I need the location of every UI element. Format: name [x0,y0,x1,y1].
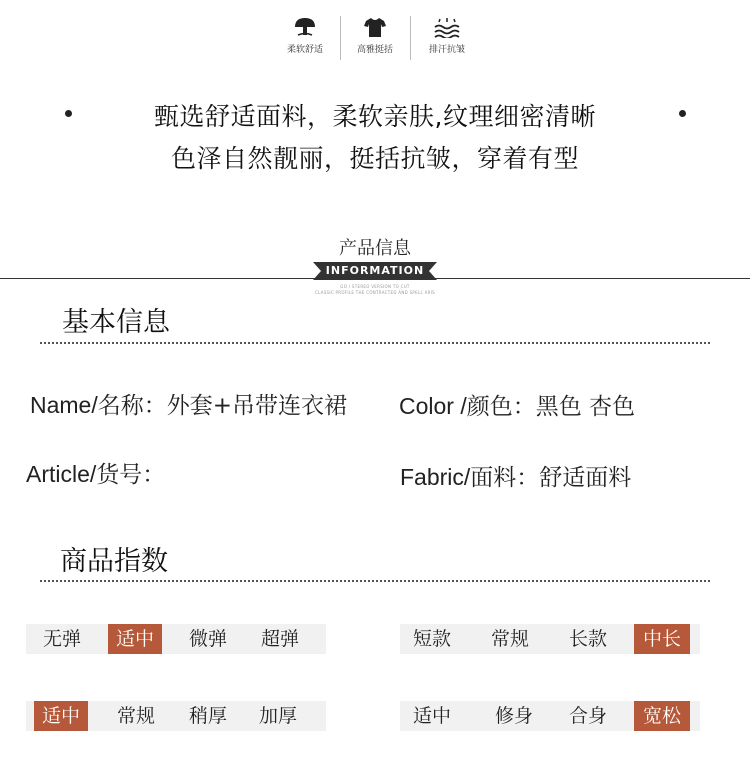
product-index-title: 商品指数 [60,546,168,577]
name-value: 外套+吊带连衣裙 [166,393,348,419]
option-fit-0: 适中 [412,705,451,727]
dotted-divider [40,580,710,582]
fit-row [400,701,700,731]
option-thickness-3: 加厚 [258,705,297,727]
name-field [30,387,347,420]
option-elasticity-3: 超弹 [260,628,299,650]
option-fit-1: 修身 [494,705,533,727]
mushroom-softness-icon [293,16,317,38]
option-elasticity-1: 适中 [108,624,162,654]
fabric-field [400,459,631,492]
elasticity-row [26,624,326,654]
option-length-1: 常规 [490,628,529,650]
option-elasticity-2: 微弹 [188,628,227,650]
option-fit-2: 合身 [568,705,607,727]
article-key: Article/货号： [26,461,166,487]
fabric-value: 舒适面料 [539,465,632,491]
option-length-0: 短款 [412,628,451,650]
color-key: Color /颜色： [399,393,536,419]
divider [410,16,411,60]
feature-sweat [412,16,482,55]
dotted-divider [40,342,710,344]
tshirt-icon [363,16,387,38]
sweat-wave-icon [432,16,462,38]
article-field [26,456,165,489]
information-banner-text: INFORMATION [325,264,425,277]
color-field [399,388,635,421]
tiny-caption-1: GO / STEREO VERSION TO CUT [340,284,410,289]
thickness-row [26,701,326,731]
option-thickness-1: 常规 [116,705,155,727]
feature-softness [270,16,340,55]
feature-label: 排汗抗皱 [428,45,465,55]
option-elasticity-0: 无弹 [42,628,81,650]
feature-label: 柔软舒适 [286,45,323,55]
tiny-caption-2: CLASSIC PROFILE THE CONTRACTED AND SPELL ARIS [314,290,436,295]
feature-elegant [340,16,410,55]
option-length-2: 长款 [568,628,607,650]
intro-line-2: 色泽自然靓丽，挺括抗皱，穿着有型 [170,144,579,173]
name-key: Name/名称： [30,392,167,418]
length-row [400,624,700,654]
option-fit-3: 宽松 [634,701,690,731]
option-thickness-2: 稍厚 [188,705,227,727]
option-length-3: 中长 [634,624,690,654]
basic-info-title: 基本信息 [62,307,170,338]
fabric-key: Fabric/面料： [400,464,540,490]
color-value: 黑色 杏色 [535,394,636,420]
option-thickness-0: 适中 [34,701,88,731]
section-header-title: 产品信息 [339,238,411,259]
feature-label: 高雅挺括 [356,45,393,55]
intro-line-1: 甄选舒适面料，柔软亲肤,纹理细密清晰 [154,102,596,131]
